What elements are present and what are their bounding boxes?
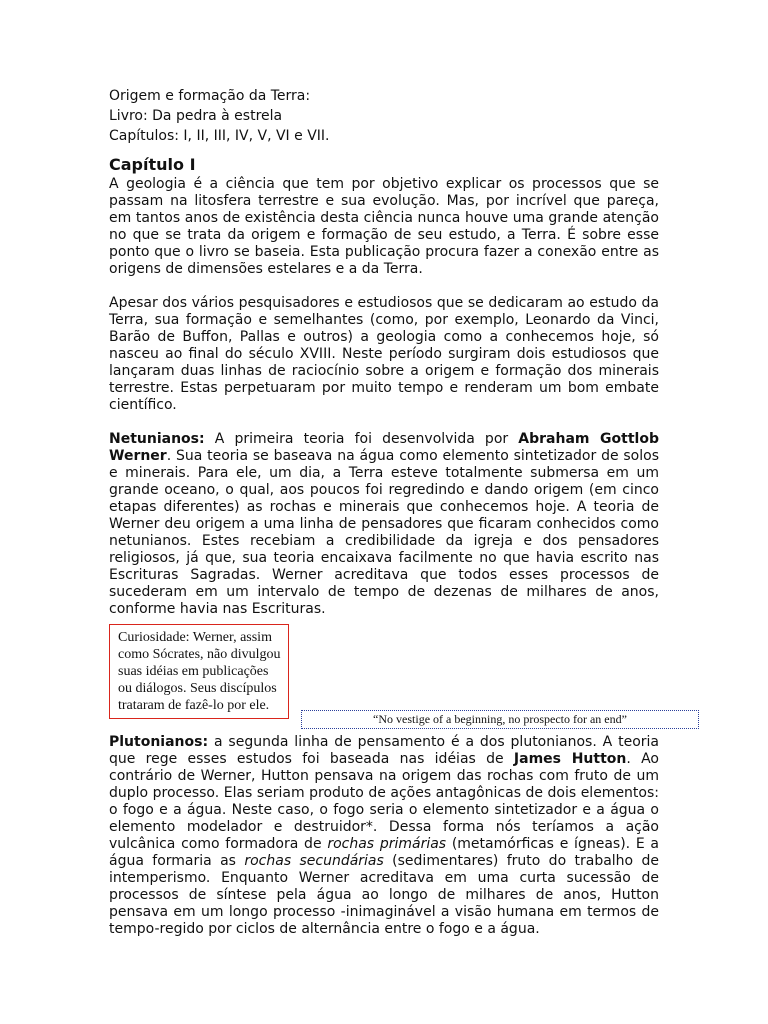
callout-area	[109, 624, 659, 734]
document-page	[109, 86, 659, 938]
netunianos-label: Netunianos:	[109, 431, 205, 447]
plutonianos-text-c: (metamórficas e ígneas). E a água formaria as	[109, 836, 660, 869]
header-book: Livro: Da pedra à estrela	[109, 108, 283, 124]
paragraph-intro: A geologia é a ciência que tem por objetivo explicar os processos que se passam na litosfera terrestre e sua evolução. Mas, por incrível que pareça, em tantos anos de existência desta ciência nunca houve uma grande atenção no que se trata da origem e formação de seu estudo, a Terra. É sobre esse ponto que o livro se baseia. Esta publicação procura fazer a conexão entre as origens de dimensões estelares e a da Terra.	[109, 176, 659, 277]
netunianos-text-b: . Sua teoria se baseava na água como elemento sintetizador de solos e minerais. Para ele, um dia, a Terra esteve totalmente submersa em um grande oceano, o qual, aos poucos foi regredindo e dando origem (em cinco etapas diferentes) as rochas e minerais que conhecemos hoje. A teoria de Werner deu origem a uma linha de pensadores que ficaram conhecidos como netunianos. Estes recebiam a credibilidade da igreja e dos pensadores religiosos, já que, sua teoria encaixava facilmente no que havia escrito nas Escrituras Sagradas. Werner acreditava que todos esses processos de sucederam em um intervalo de tempo de dezenas de milhares de anos, conforme havia nas Escrituras.	[109, 448, 659, 617]
paragraph-history: Apesar dos vários pesquisadores e estudiosos que se dedicaram ao estudo da Terra, sua formação e semelhantes (como, por exemplo, Leonardo da Vinci, Barão de Buffon, Pallas e outros) a geologia como a conhecemos hoje, só nasceu ao final do século XVIII. Neste período surgiram dois estudiosos que lançaram duas linhas de raciocínio sobre a origem e formação dos minerais terrestre. Estas perpetuaram por muito tempo e renderam um bom embate científico.	[109, 295, 659, 413]
werner-name: Abraham Gottlob Werner	[109, 431, 659, 464]
netunianos-text-a: A primeira teoria foi desenvolvida por	[204, 431, 519, 447]
chapter-title: Capítulo I	[109, 155, 196, 174]
rochas-primarias: rochas primárias	[327, 836, 447, 852]
header-topic: Origem e formação da Terra:	[109, 88, 311, 104]
paragraph-plutonianos	[109, 734, 659, 938]
hutton-name: James Hutton	[513, 751, 627, 767]
plutonianos-label: Plutonianos:	[109, 734, 209, 750]
plutonianos-text-b: . Ao contrário de Werner, Hutton pensava na origem das rochas com fruto de um duplo processo. Elas seriam produto de ações antagônicas de dois elementos: o fogo e a água. Neste caso, o fogo seria o elemento sintetizador e a água o elemento modelador e destruidor*. Dessa forma nós teríamos a ação vulcânica como formadora de	[109, 751, 659, 852]
curiosity-box: Curiosidade: Werner, assim como Sócrates, não divulgou suas idéias em publicações ou diálogos. Seus discípulos trataram de fazê-lo por ele.	[109, 624, 289, 719]
header-chapters: Capítulos: I, II, III, IV, V, VI e VII.	[109, 128, 330, 144]
paragraph-netunianos	[109, 431, 659, 618]
plutonianos-text-a: a segunda linha de pensamento é a dos plutonianos. A teoria que rege esses estudos foi baseada nas idéias de	[109, 734, 659, 767]
rochas-secundarias: rochas secundárias	[244, 853, 384, 869]
plutonianos-text-d: (sedimentares) fruto do trabalho de intemperismo. Enquanto Werner acreditava em uma curta sucessão de processos de síntese pela água ao longo de milhares de anos, Hutton pensava em um longo processo -inimaginável a visão humana em termos de tempo-regido por ciclos de alternância entre o fogo e a água.	[109, 853, 659, 937]
quote-box: “No vestige of a beginning, no prospecto for an end”	[301, 710, 699, 729]
